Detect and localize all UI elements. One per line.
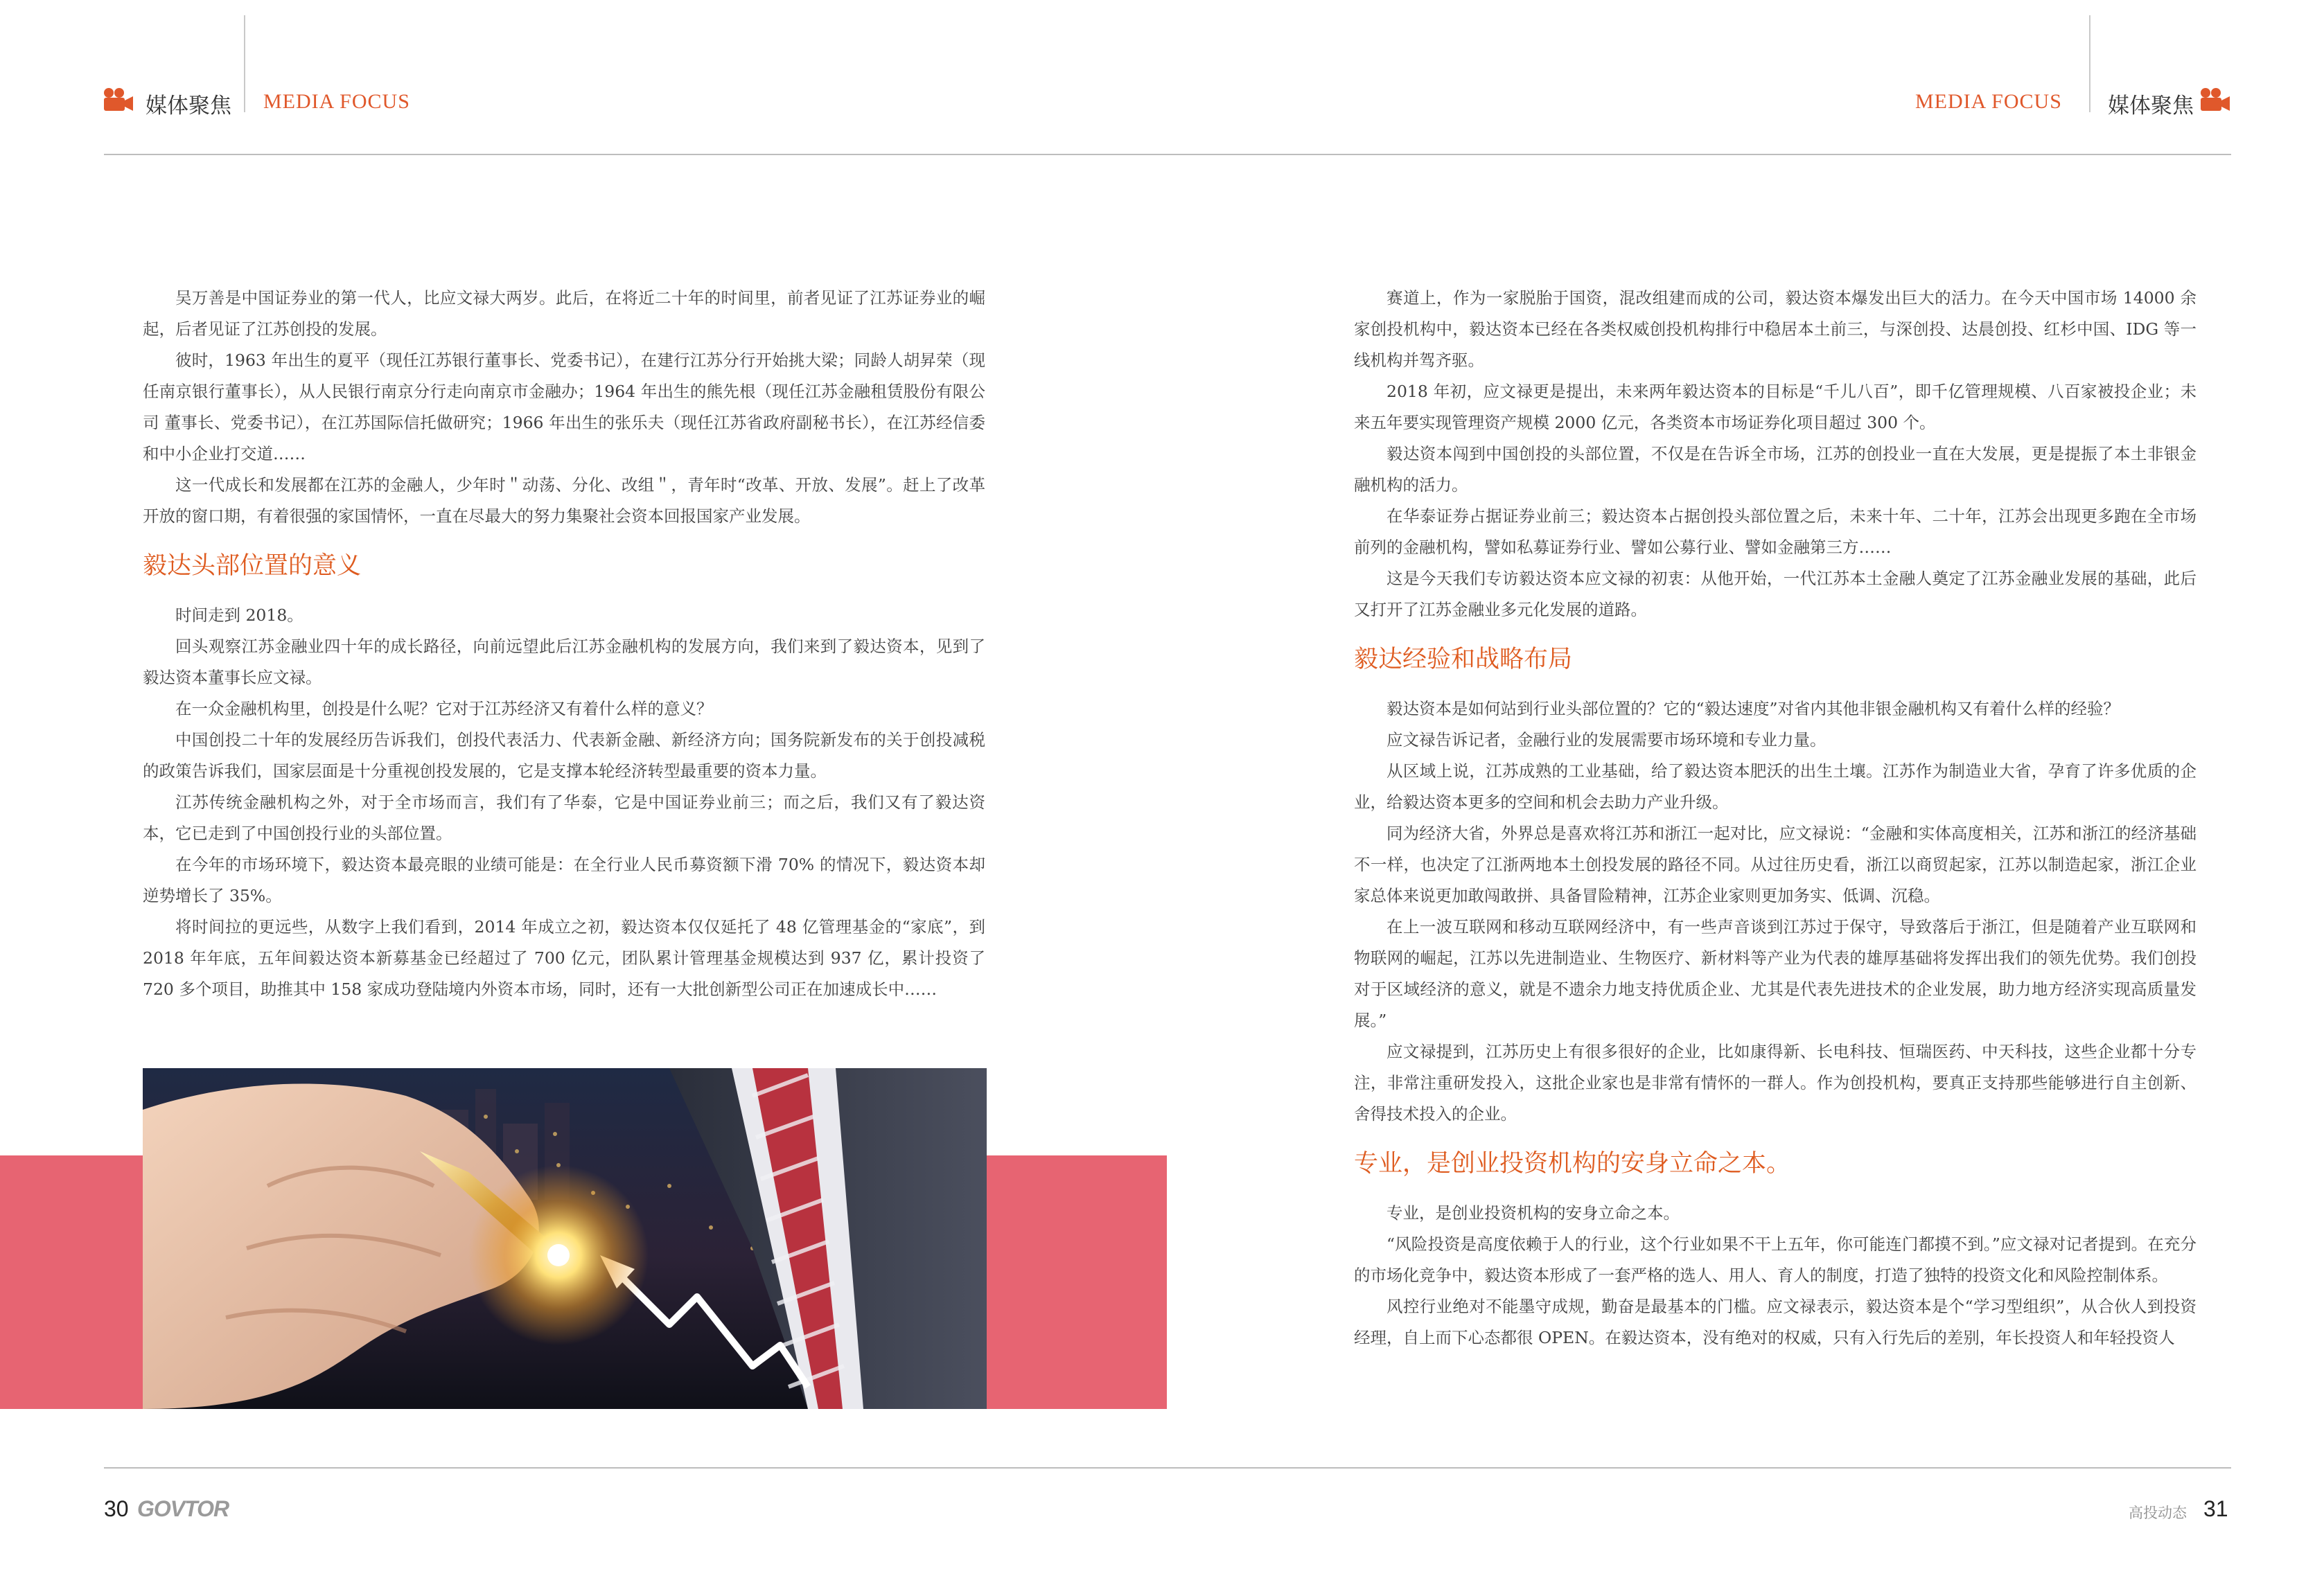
paragraph: 在今年的市场环境下，毅达资本最亮眼的业绩可能是：在全行业人民币募资额下滑 70% 的情况下，毅达资本却逆势增长了 35%。 [143,855,985,905]
hand-with-pen-growth-photo [143,1068,987,1409]
header-divider-right [2089,15,2090,112]
paragraph: 从区域上说，江苏成熟的工业基础，给了毅达资本肥沃的出生土壤。江苏作为制造业大省，孕育了许多优质的企业，给毅达资本更多的空间和机会去助力产业升级。 [1354,761,2197,812]
paragraph: 江苏传统金融机构之外，对于全市场而言，我们有了华泰，它是中国证券业前三；而之后，我们又有了毅达资本，它已走到了中国创投行业的头部位置。 [143,792,985,843]
paragraph: 应文禄告诉记者，金融行业的发展需要市场环境和专业力量。 [1387,730,1826,750]
left-article-column [143,283,985,1005]
section-heading: 专业，是创业投资机构的安身立命之本。 [1354,1150,1791,1178]
section-title-en-right: MEDIA FOCUS [1915,90,2062,113]
video-camera-icon-left [103,87,134,112]
section-title-en-left: MEDIA FOCUS [263,90,410,113]
video-camera-icon-right [2199,87,2231,112]
right-article-column [1354,283,2197,1354]
section-heading: 毅达头部位置的意义 [143,552,362,580]
header-rule [104,154,2231,155]
paragraph: 专业，是创业投资机构的安身立命之本。 [1387,1203,1680,1223]
brand-logo: GOVTOR [137,1496,229,1521]
paragraph: 吴万善是中国证券业的第一代人，比应文禄大两岁。此后，在将近二十年的时间里，前者见证了江苏证券业的崛起，后者见证了江苏创投的发展。 [143,288,985,339]
paragraph: 这一代成长和发展都在江苏的金融人，少年时＂动荡、分化、改组＂，青年时“改革、开放、发展”。赶上了改革开放的窗口期，有着很强的家国情怀，一直在尽最大的努力集聚社会资本回报国家产业发展。 [143,475,985,526]
paragraph: 应文禄提到，江苏历史上有很多很好的企业，比如康得新、长电科技、恒瑞医药、中天科技，这些企业都十分专注，非常注重研发投入，这批企业家也是非常有情怀的一群人。作为创投机构，要真正支持那些能够进行自主创新、舍得技术投入的企业。 [1354,1042,2197,1124]
paragraph: 在华泰证券占据证券业前三；毅达资本占据创投头部位置之后，未来十年、二十年，江苏会出现更多跑在全市场前列的金融机构，譬如私募证券行业、譬如公募行业、譬如金融第三方…… [1354,506,2197,557]
paragraph: 这是今天我们专访毅达资本应文禄的初衷：从他开始，一代江苏本土金融人奠定了江苏金融业发展的基础，此后又打开了江苏金融业多元化发展的道路。 [1354,569,2197,619]
paragraph: 在上一波互联网和移动互联网经济中，有一些声音谈到江苏过于保守，导致落后于浙江，但是随着产业互联网和物联网的崛起，江苏以先进制造业、生物医疗、新材料等产业为代表的雄厚基础将发挥出我们的领先优势。我们创投对于区域经济的意义，就是不遗余力地支持优质企业、尤其是代表先进技术的企业发展，助力地方经济实现高质量发展。” [1354,917,2197,1030]
paragraph: “风险投资是高度依赖于人的行业，这个行业如果不干上五年，你可能连门都摸不到。”应文禄对记者提到。在充分的市场化竞争中，毅达资本形成了一套严格的选人、用人、育人的制度，打造了独特的投资文化和风险控制体系。 [1354,1234,2197,1285]
paragraph: 同为经济大省，外界总是喜欢将江苏和浙江一起对比，应文禄说：“金融和实体高度相关，江苏和浙江的经济基础不一样，也决定了江浙两地本土创投发展的路径不同。从过往历史看，浙江以商贸起家，江苏以制造起家，浙江企业家总体来说更加敢闯敢拼、具备冒险精神，江苏企业家则更加务实、低调、沉稳。 [1354,824,2197,905]
paragraph: 彼时，1963 年出生的夏平（现任江苏银行董事长、党委书记），在建行江苏分行开始挑大梁；同龄人胡昇荣（现任南京银行董事长），从人民银行南京分行走向南京市金融办；1964 年出生的熊先根（现任江苏金融租赁股份有限公司 董事长、党委书记），在江苏国际信托做研究；1966 年出生的张乐夫（现任江苏省政府副秘书长），在江苏经信委和中小企业打交道…… [143,351,985,463]
section-title-cn-left: 媒体聚焦 [146,94,231,118]
header-divider-left [244,15,245,112]
paragraph: 毅达资本闯到中国创投的头部位置，不仅是在告诉全市场，江苏的创投业一直在大发展，更是提振了本土非银金融机构的活力。 [1354,444,2197,495]
section-heading: 毅达经验和战略布局 [1354,646,1573,673]
paragraph: 将时间拉的更远些，从数字上我们看到，2014 年成立之初，毅达资本仅仅延托了 48 亿管理基金的“家底”，到 2018 年年底，五年间毅达资本新募基金已经超过了 700 亿元，团队累计管理基金规模达到 937 亿，累计投资了 720 多个项目，助推其中 158 家成功登陆境内外资本市场，同时，还有一大批创新型公司正在加速成长中…… [143,917,985,999]
page-number-left: 30 [104,1496,129,1521]
paragraph: 风控行业绝对不能墨守成规，勤奋是最基本的门槛。应文禄表示，毅达资本是个“学习型组织”，从合伙人到投资经理，自上而下心态都很 OPEN。在毅达资本，没有绝对的权威，只有入行先后的差别，年长投资人和年轻投资人 [1354,1297,2197,1347]
footer-rule [104,1467,2231,1469]
paragraph: 中国创投二十年的发展经历告诉我们，创投代表活力、代表新金融、新经济方向；国务院新发布的关于创投减税的政策告诉我们，国家层面是十分重视创投发展的，它是支撑本轮经济转型最重要的资本力量。 [143,730,985,781]
section-title-cn-right: 媒体聚焦 [2108,94,2194,118]
paragraph: 在一众金融机构里，创投是什么呢？它对于江苏经济又有着什么样的意义？ [175,699,713,718]
paragraph: 时间走到 2018。 [175,605,303,625]
paragraph: 赛道上，作为一家脱胎于国资，混改组建而成的公司，毅达资本爆发出巨大的活力。在今天中国市场 14000 余家创投机构中，毅达资本已经在各类权威创投机构排行中稳居本土前三，与深创投、达晨创投、红杉中国、IDG 等一线机构并驾齐驱。 [1354,288,2197,370]
paragraph: 毅达资本是如何站到行业头部位置的？它的“毅达速度”对省内其他非银金融机构又有着什么样的经验？ [1387,699,2120,718]
paragraph: 2018 年初，应文禄更是提出，未来两年毅达资本的目标是“千儿八百”，即千亿管理规模、八百家被投企业；未来五年要实现管理资产规模 2000 亿元，各类资本市场证券化项目超过 300 个。 [1354,382,2197,432]
footer-section-label: 高投动态 [2129,1505,2187,1521]
paragraph: 回头观察江苏金融业四十年的成长路径，向前远望此后江苏金融机构的发展方向，我们来到了毅达资本，见到了毅达资本董事长应文禄。 [143,637,985,687]
page-number-right: 31 [2203,1496,2228,1521]
